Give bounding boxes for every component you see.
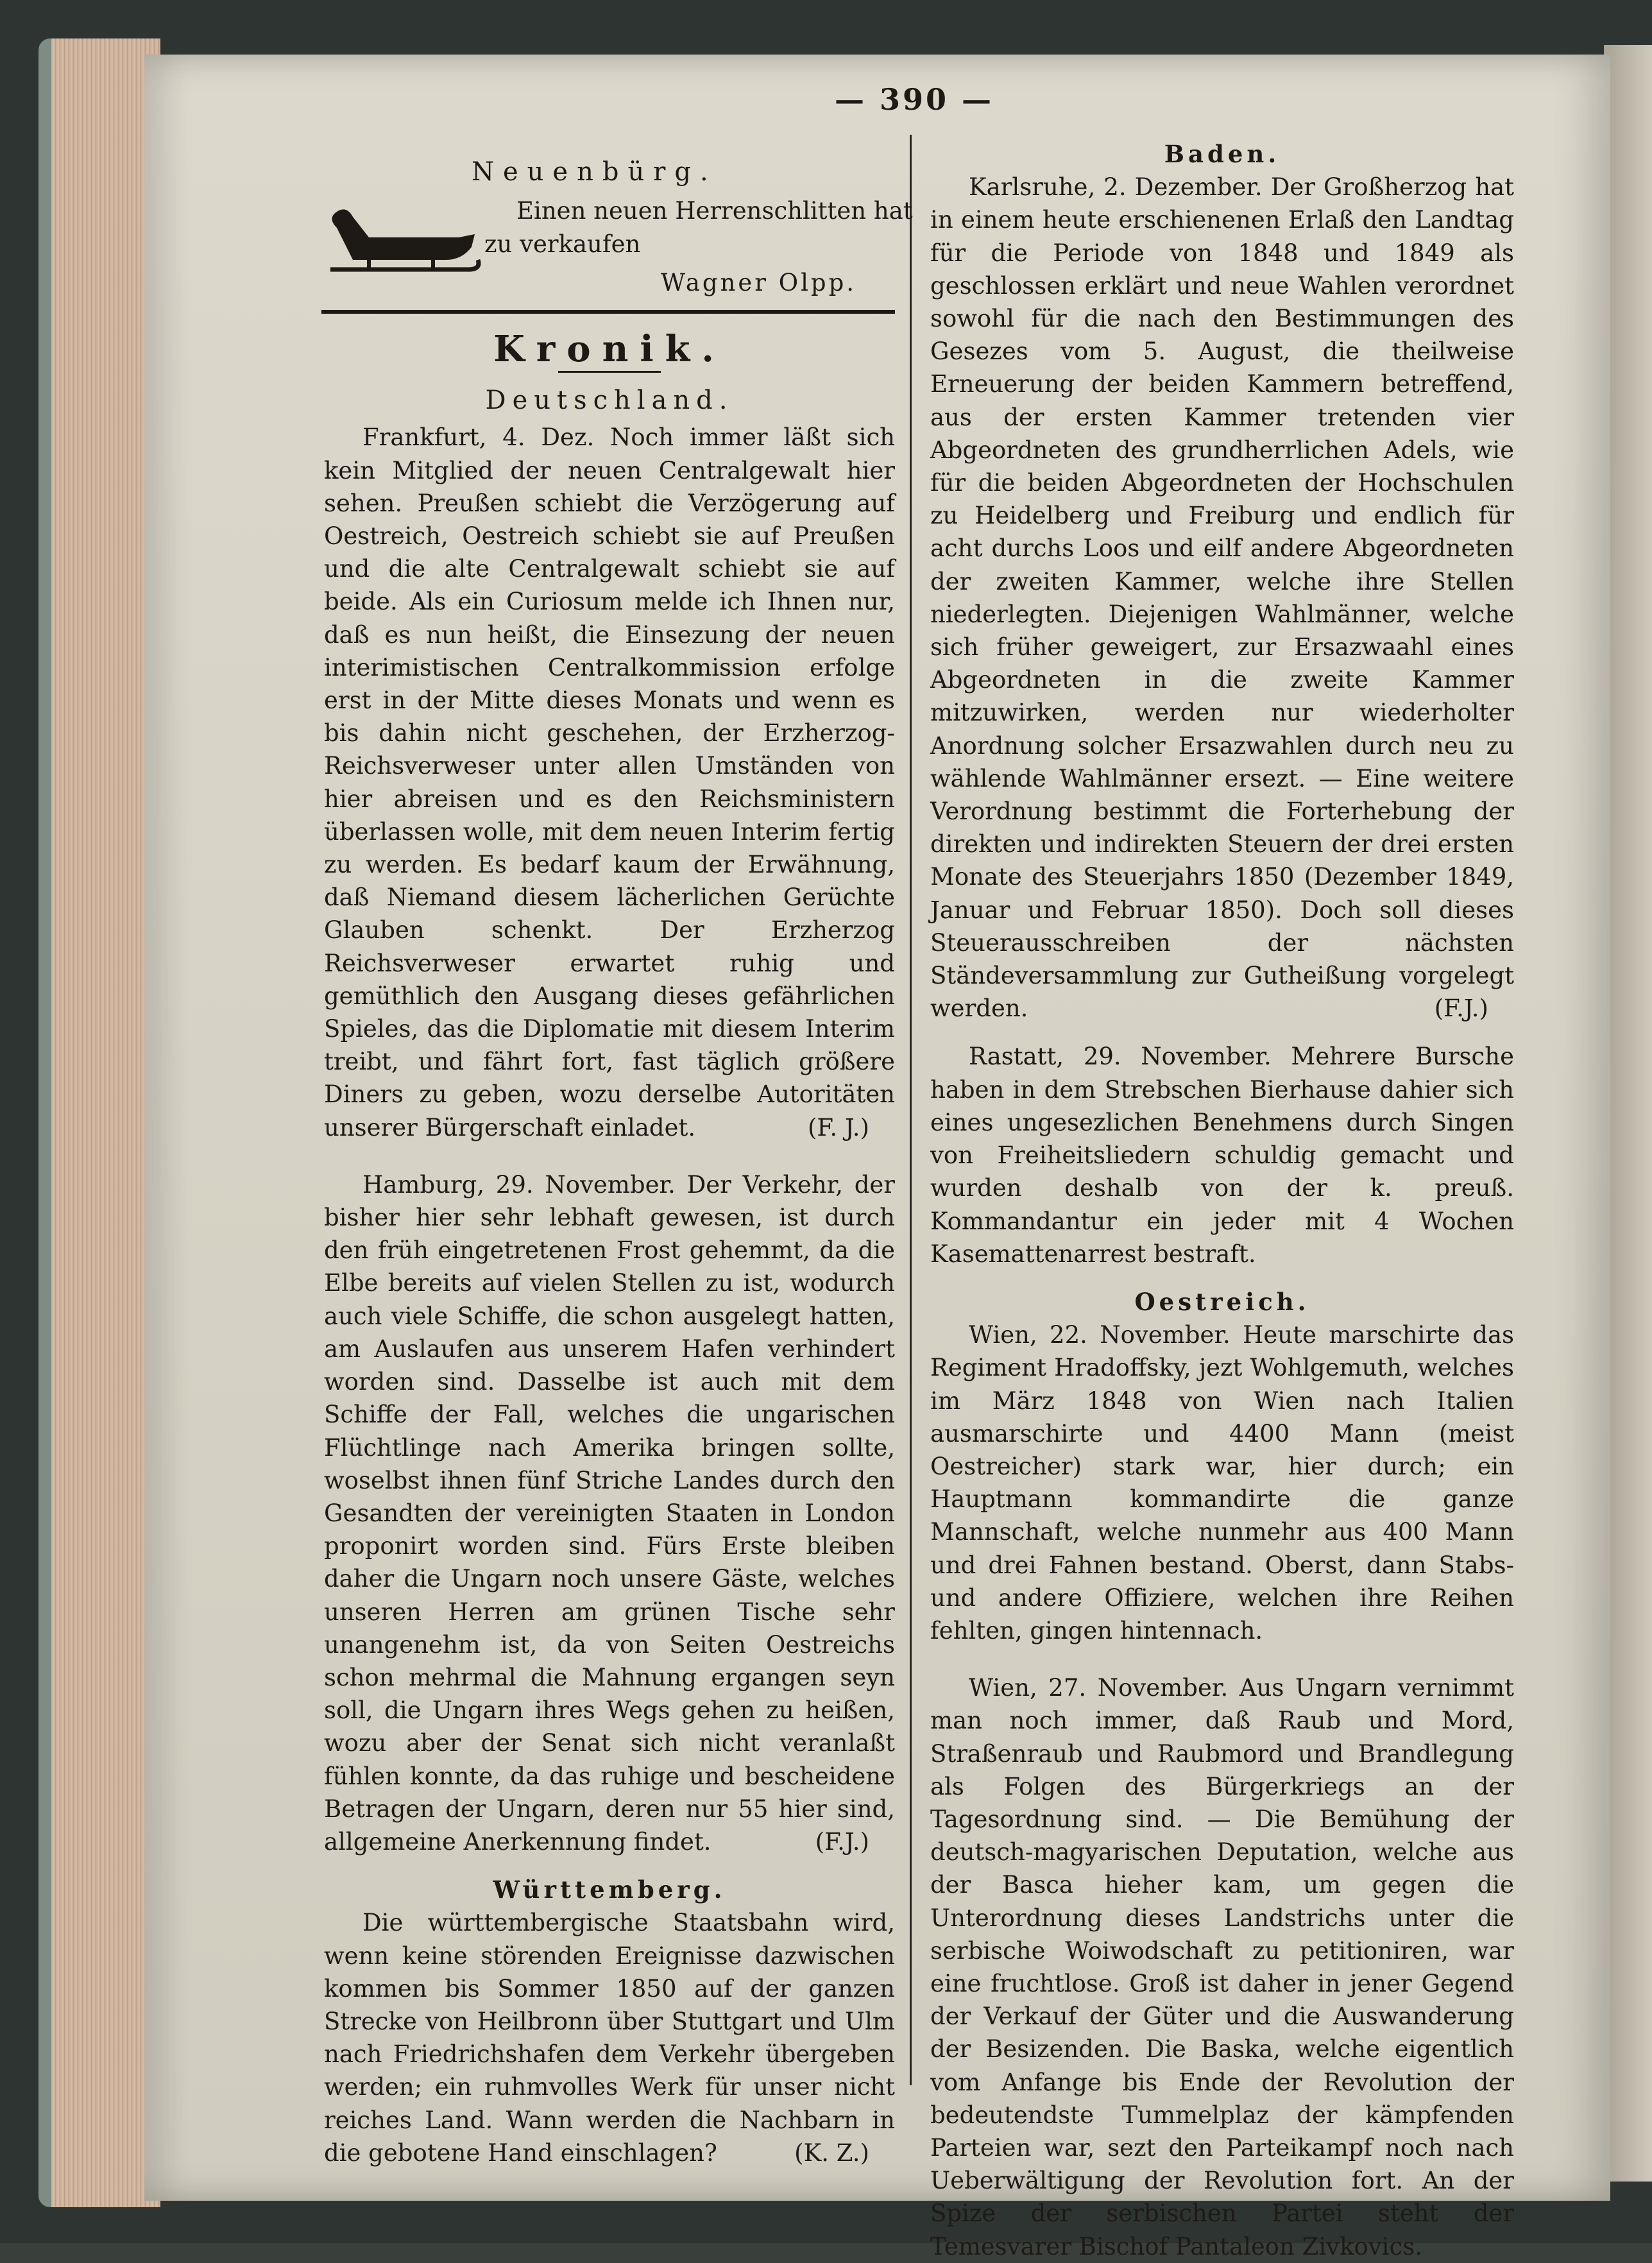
ad-town: Neuenbürg. [472, 157, 717, 187]
left-column [324, 138, 913, 2169]
article-hamburg [324, 1168, 895, 1858]
sleigh-icon [324, 199, 484, 282]
article-wuerttemberg [324, 1906, 895, 2169]
column-divider [910, 135, 912, 2085]
section-heading-baden: Baden. [1164, 140, 1281, 168]
source-wuerttemberg: (K. Z.) [794, 2139, 869, 2167]
section-heading-wuerttemberg: Württemberg. [493, 1875, 726, 1904]
ad-text-line2: zu verkaufen [484, 230, 641, 258]
ad-text-line1: Einen neuen Herrenschlitten hat [516, 197, 913, 225]
section-heading-deutschland: Deutschland. [485, 386, 734, 416]
article-hamburg-text: Hamburg, 29. November. Der Verkehr, der bisher hier sehr lebhaft gewesen, ist durch den früh eingetretenen Frost gehemmt, da die Elbe bereits auf vielen Stellen zu ist, wodurch auch viele Schiffe, die schon ausgelegt hatten, am Auslaufen aus unserem Hafen verhindert worden sind. Dasselbe ist auch mit dem Schiffe der Fall, welches die ungarischen Flüchtlinge nach Amerika bringen sollte, woselbst ihnen fünf Striche Landes durch den Gesandten der vereinigten Staaten in London proponirt worden sind. Fürs Erste bleiben daher die Ungarn noch unsere Gäste, welches unseren Herren am grünen Tische sehr unangenehm ist, da von Seiten Oestreichs schon mehrmal die Mahnung ergangen seyn soll, die Ungarn ihres Wegs gehen zu heißen, wozu aber der Senat sich nicht veranlaßt fühlen konnte, da das ruhige und bescheidene Betragen der Ungarn, deren nur 55 hier sind, allgemeine Anerkennung findet. [324, 1170, 895, 1856]
page-number: — 390 — [834, 82, 994, 117]
article-frankfurt [324, 421, 895, 1143]
right-column [930, 138, 1514, 2263]
source-hamburg: (F.J.) [815, 1827, 869, 1856]
article-wien-27: Wien, 27. November. Aus Ungarn vernimmt man noch immer, daß Raub und Mord, Straßenraub und Raubmord und Brandlegung als Folgen des Bürgerkriegs an der Tagesordnung sind. — Die Bemühung der deutsch-magyarischen Deputation, welche aus der Basca hieher kam, um gegen die Unterordnung dieses Landstrichs unter die serbische Woiwodschaft zu petitioniren, war eine fruchtlose. Groß ist daher in jener Gegend der Verkauf der Güter und die Auswanderung der Besizenden. Die Baska, welche eigentlich vom Anfange bis Ende der Revolution der bedeutendste Tummelplaz der kämpfenden Parteien war, sezt den Parteikampf noch nach Ueberwältigung der Revolution fort. An der Spize der serbischen Partei steht der Temesvarer Bischof Pantaleon Zivkovics. [930, 1674, 1514, 2260]
ad-separator [321, 310, 895, 314]
article-frankfurt-text: Frankfurt, 4. Dez. Noch immer läßt sich kein Mitglied der neuen Centralgewalt hier sehen. Preußen schiebt die Verzögerung auf Oestreich, Oestreich schiebt sie auf Preußen und die alte Centralgewalt schiebt sie auf beide. Als ein Curiosum melde ich Ihnen nur, daß es nun heißt, die Einsezung der neuen interimistischen Centralkommission erfolge erst in der Mitte dieses Monats und wenn es bis dahin nicht geschehen, der Erzherzog-Reichsverweser unter allen Umständen von hier abreisen und es den Reichsministern überlassen wolle, mit dem neuen Interim fertig zu werden. Es bedarf kaum der Erwähnung, daß Niemand diesem lächerlichen Gerüchte Glauben schenkt. Der Erzherzog Reichsverweser erwartet ruhig und gemüthlich den Ausgang dieses gefährlichen Spieles, das die Diplomatie mit diesem Interim treibt, und fährt fort, fast täglich größere Diners zu geben, wozu derselbe Autoritäten unserer Bürgerschaft einladet. [324, 423, 895, 1141]
article-wien-22: Wien, 22. November. Heute marschirte das Regiment Hradoffsky, jezt Wohlgemuth, welches im März 1848 von Wien nach Italien ausmarschirte und 4400 Mann (meist Oestreicher) stark war, hier durch; ein Hauptmann kommandirte die ganze Mannschaft, welche nunmehr aus 400 Mann und drei Fahnen bestand. Oberst, dann Stabs- und andere Offiziere, welchen ihre Reihen fehlten, gingen hintennach. [930, 1321, 1514, 1644]
kronik-title: Kronik. [493, 328, 726, 370]
article-rastatt: Rastatt, 29. November. Mehrere Bursche haben in dem Strebschen Bierhause dahier sich eines ungesezlichen Benehmens durch Singen von Freiheitsliedern schuldig gemacht und wurden deshalb von der k. preuß. Kommandantur ein jeder mit 4 Wochen Kasemattenarrest bestraft. [930, 1043, 1514, 1268]
facing-page-edge [1604, 45, 1652, 2182]
source-frankfurt: (F. J.) [807, 1113, 869, 1141]
article-wuerttemberg-text: Die württembergische Staatsbahn wird, wenn keine störenden Ereignisse dazwischen kommen bis Sommer 1850 auf der ganzen Strecke von Heilbronn über Stuttgart und Ulm nach Friedrichshafen dem Verkehr übergeben werden; ein ruhmvolles Werk für unser nicht reiches Land. Wann werden die Nachbarn in die gebotene Hand einschlagen? [324, 1909, 895, 2167]
section-heading-oestreich: Oestreich. [1134, 1287, 1310, 1316]
title-rule [558, 371, 661, 373]
book-page-edges [38, 38, 160, 2207]
ad-signature: Wagner Olpp. [661, 269, 857, 296]
article-karlsruhe-text: Karlsruhe, 2. Dezember. Der Großherzog hat in einem heute erschienenen Erlaß den Landtag für die Periode von 1848 und 1849 als geschlossen erklärt und neue Wahlen verordnet sowohl für die nach den Bestimmungen des Gesezes vom 5. August, die theilweise Erneuerung der beiden Kammern betreffend, aus der ersten Kammer tretenden vier Abgeordneten des grundherrlichen Adels, wie für die beiden Abgeordneten der Hochschulen zu Heidelberg und Freiburg und endlich für acht durchs Loos und eilf andere Abgeordneten der zweiten Kammer, welche ihre Stellen niederlegten. Diejenigen Wahlmänner, welche sich früher geweigert, zur Ersazwaahl eines Abgeordneten in die zweite Kammer mitzuwirken, werden nur wiederholter Anordnung solcher Ersazwahlen durch neu zu wählende Wahlmänner ersezt. — Eine weitere Verordnung bestimmt die Forterhebung der direkten und indirekten Steuern der drei ersten Monate des Steuerjahrs 1850 (Dezember 1849, Januar und Februar 1850). Doch soll dieses Steuerausschreiben der nächsten Ständeversammlung zur Gutheißung vorgelegt werden. [930, 173, 1514, 1023]
advertisement [324, 138, 913, 298]
article-karlsruhe [930, 171, 1514, 1025]
source-karlsruhe: (F.J.) [1434, 995, 1488, 1023]
